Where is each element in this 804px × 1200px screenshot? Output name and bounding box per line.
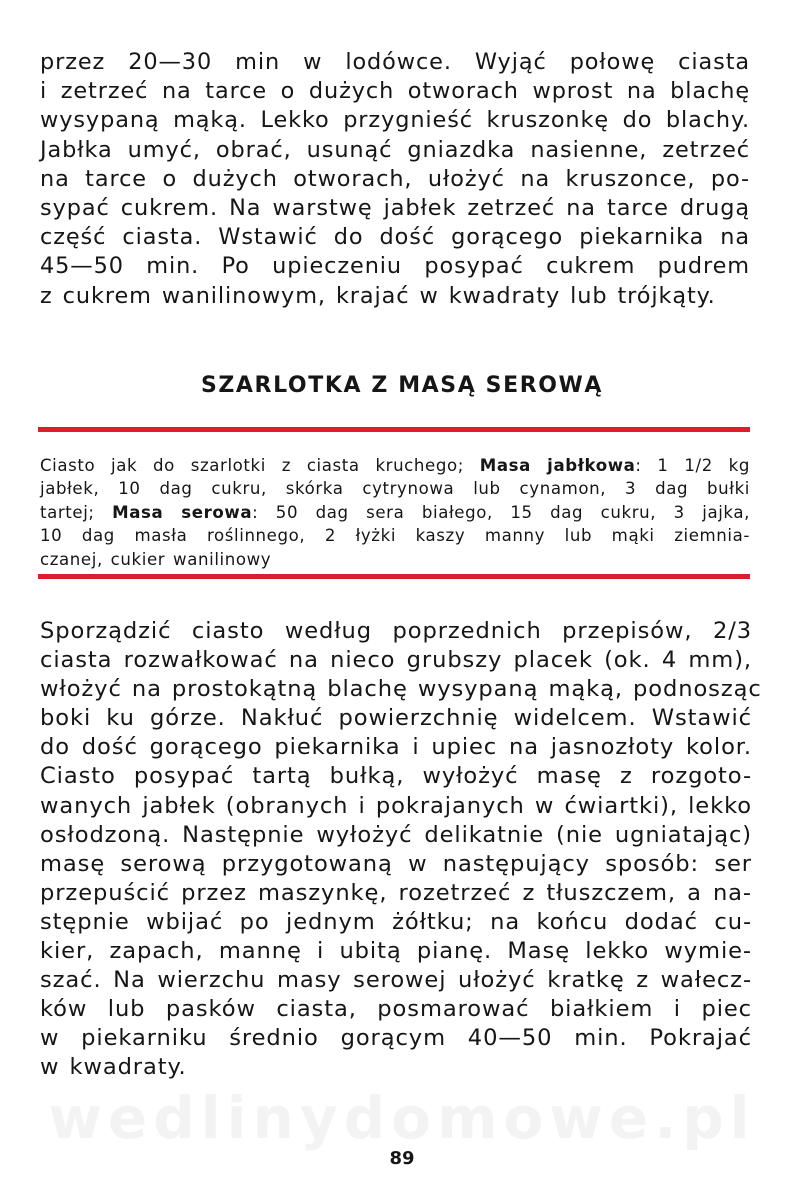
page-number: 89 bbox=[389, 1148, 415, 1169]
ingredients-text: Ciasto jak do szarlotki z ciasta kruchego; bbox=[40, 456, 480, 475]
text-line: w kwadraty. bbox=[40, 1054, 187, 1081]
intro-paragraph bbox=[40, 48, 750, 311]
text-line: ków lub pasków ciasta, posmarować białkiem i piec bbox=[40, 996, 752, 1023]
ingredients-line bbox=[40, 454, 750, 477]
text-line: przez 20—30 min w lodówce. Wyjąć połowę ciasta bbox=[40, 49, 750, 75]
ingredients-text: tartej; bbox=[40, 502, 113, 522]
text-line: sypać cukrem. Na warstwę jabłek zetrzeć na tarce drugą bbox=[40, 195, 750, 222]
text-line: kier, zapach, mannę i ubitą pianę. Masę lekko wymie- bbox=[40, 938, 752, 965]
text-line: z cukrem wanilinowym, krajać w kwadraty lub trójkąty. bbox=[40, 282, 716, 309]
recipe-title: SZARLOTKA Z MASĄ SEROWĄ bbox=[200, 373, 604, 398]
text-line: szać. Na wierzchu masy serowej ułożyć kratkę z wałecz- bbox=[40, 967, 752, 994]
red-divider-bottom bbox=[38, 574, 750, 579]
ingredients-line: czanej, cukier wanilinowy bbox=[40, 549, 272, 569]
text-line: i zetrzeć na tarce o dużych otworach wprost na blachę bbox=[40, 78, 750, 105]
text-line: stępnie wbijać po jednym żółtku; na końcu dodać cu- bbox=[40, 908, 752, 935]
watermark-text: wedlinydomowe.pl bbox=[48, 1084, 756, 1152]
ingredients-text: : 1 1/2 kg bbox=[635, 456, 750, 475]
text-line: na tarce o dużych otworach, ułożyć na kruszonce, po- bbox=[40, 165, 750, 192]
ingredients-line: jabłek, 10 dag cukru, skórka cytrynowa lub cynamon, 3 dag bułki bbox=[40, 479, 750, 499]
text-line: 45—50 min. Po upieczeniu posypać cukrem pudrem bbox=[40, 253, 750, 280]
ingredients-heading-apple: Masa jabłkowa bbox=[479, 456, 636, 475]
text-line: Sporządzić ciasto według poprzednich przepisów, 2/3 bbox=[40, 618, 752, 644]
text-line: Ciasto posypać tartą bułką, wyłożyć masę z rozgoto- bbox=[40, 763, 752, 790]
method-paragraph bbox=[40, 617, 762, 1083]
text-line: w piekarniku średnio gorącym 40—50 min. Pokrajać bbox=[40, 1025, 752, 1052]
text-line: do dość gorącego piekarnika i upiec na jasnozłoty kolor. bbox=[40, 734, 752, 761]
text-line: wanych jabłek (obranych i pokrajanych w ćwiartki), lekko bbox=[40, 792, 752, 819]
text-line: przepuścić przez maszynkę, rozetrzeć z tłuszczem, a na- bbox=[40, 879, 752, 906]
text-line: osłodzoną. Następnie wyłożyć delikatnie (nie ugniatając) bbox=[40, 821, 752, 848]
ingredients-list bbox=[40, 454, 750, 571]
text-line: wysypaną mąką. Lekko przygnieść kruszonkę do blachy. bbox=[40, 107, 750, 134]
text-line: Jabłka umyć, obrać, usunąć gniazdka nasienne, zetrzeć bbox=[40, 136, 750, 163]
text-line: ciasta rozwałkować na nieco grubszy placek (ok. 4 mm), bbox=[40, 647, 752, 674]
red-divider-top bbox=[38, 427, 750, 432]
text-line: boki ku górze. Nakłuć powierzchnię widelcem. Wstawić bbox=[40, 705, 752, 732]
text-line: masę serową przygotowaną w następujący sposób: ser bbox=[40, 850, 752, 877]
ingredients-line: 10 dag masła roślinnego, 2 łyżki kaszy manny lub mąki ziemnia- bbox=[40, 526, 750, 546]
text-line: część ciasta. Wstawić do dość gorącego piekarnika na bbox=[40, 224, 750, 251]
text-line: włożyć na prostokątną blachę wysypaną mąką, podnosząc bbox=[40, 676, 762, 703]
ingredients-line bbox=[40, 501, 750, 524]
ingredients-text: : 50 dag sera białego, 15 dag cukru, 3 jajka, bbox=[252, 502, 750, 522]
ingredients-heading-cheese: Masa serowa bbox=[112, 502, 253, 522]
